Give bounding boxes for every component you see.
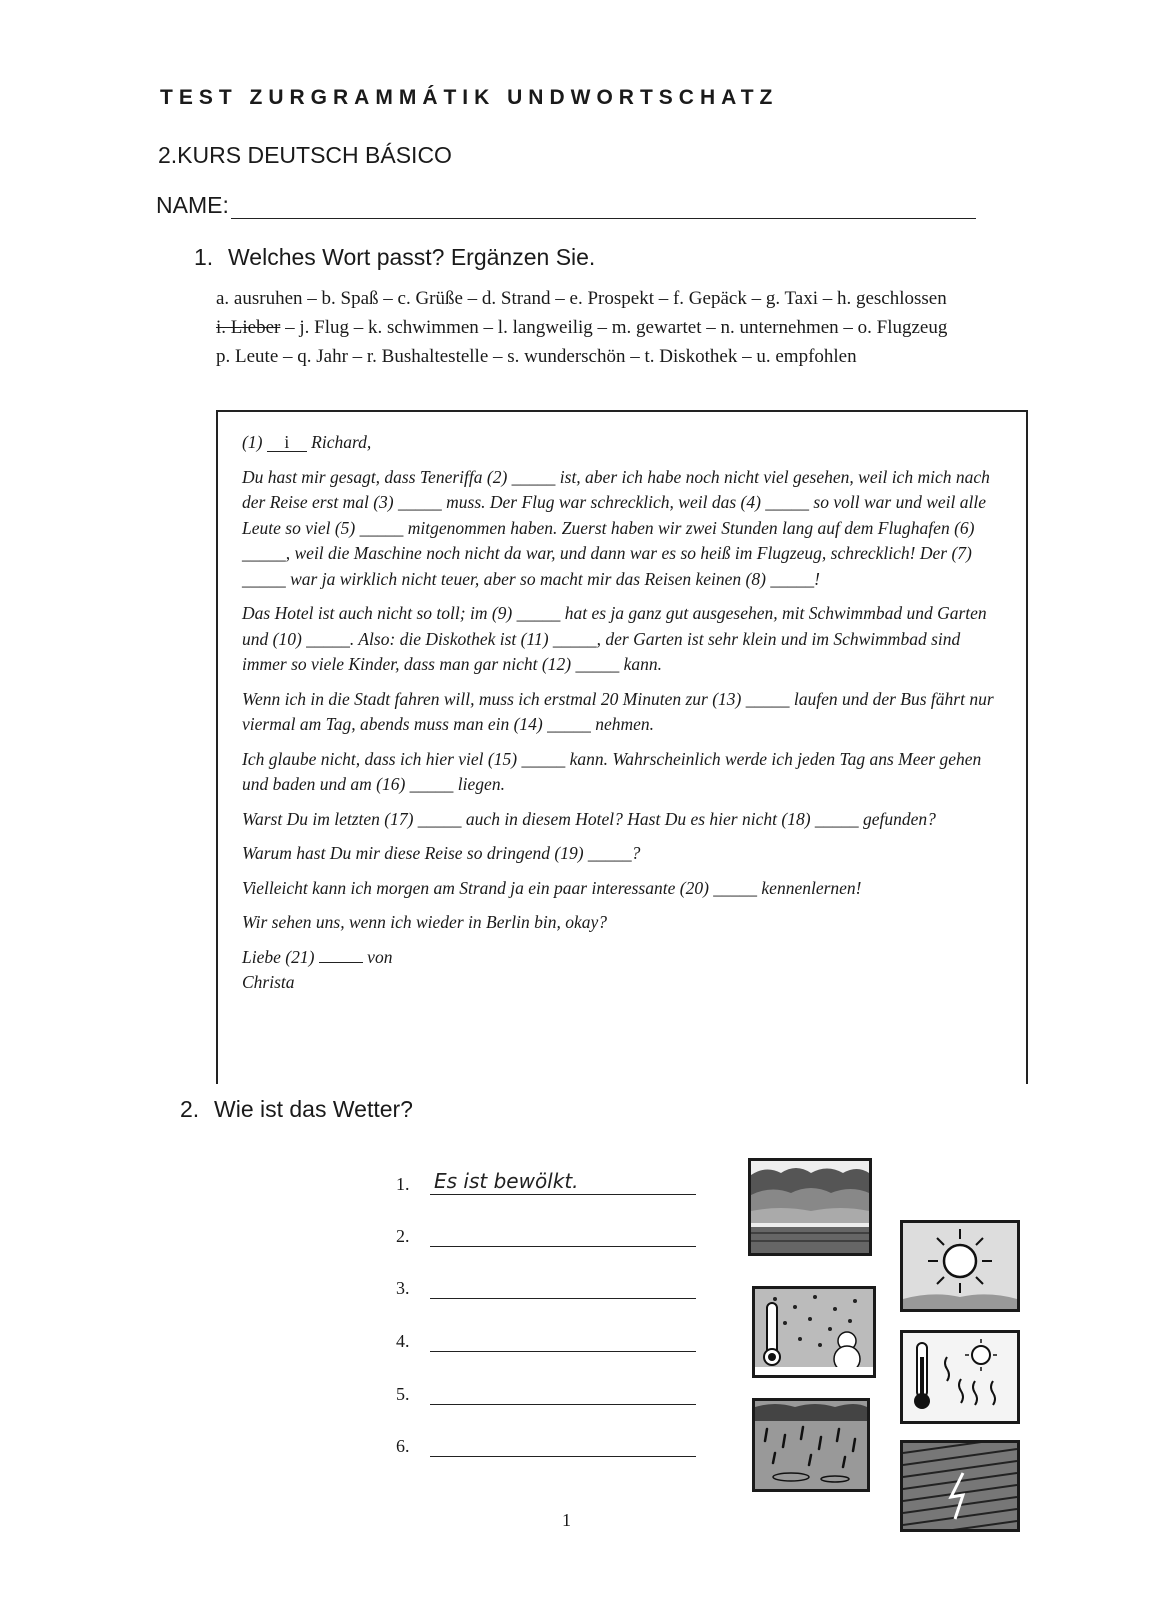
weather-answer-field-3[interactable] (430, 1272, 696, 1299)
weather-row-number: 4. (396, 1331, 410, 1351)
weather-row-number: 5. (396, 1384, 410, 1404)
blank-1[interactable]: i (267, 433, 307, 452)
weather-row-number: 1. (396, 1174, 410, 1194)
word-bank-line-2 (216, 313, 1086, 342)
letter-closing (242, 945, 1002, 971)
letter-paragraph-8: Wir sehen uns, wenn ich wieder in Berlin bin, okay? (242, 912, 608, 932)
weather-answer-1: Es ist bewölkt. (434, 1169, 579, 1193)
word-bank-struck-item: i. Lieber (216, 317, 281, 338)
cloudy-icon (748, 1158, 872, 1256)
word-bank-line-2-rest: – j. Flug – k. schwimmen – l. langweilig – m. gewartet – n. unternehmen – o. Flugzeug (280, 317, 948, 338)
letter-paragraph-3: Wenn ich in die Stadt fahren will, muss ich erstmal 20 Minuten zur (13) _____ laufen und der Bus fährt nur viermal am Tag, abends muss man ein (14) _____ nehmen. (242, 688, 994, 734)
weather-row-6 (396, 1430, 706, 1457)
letter-paragraph-5: Warst Du im letzten (17) _____ auch in diesem Hotel? Hast Du es hier nicht (18) _____ gefunden? (242, 808, 936, 829)
letter-paragraph-1: Du hast mir gesagt, dass Teneriffa (2) _____ ist, aber ich habe noch nicht viel gesehen, weil ich mich nach der Reise erst mal (3) _____ muss. Der Flug war schrecklich, weil das (4) _____ so voll war und weil alle Leute so viel (5) _____ mitgenommen haben. Zuerst haben wir zwei Stunden lang auf dem Flughafen (6) _____, weil die Maschine noch nicht da war, und dann war es so heiß im Flugzeug, schrecklich! Der (7) _____ war ja wirklich nicht teuer, aber so macht mir das Reisen keinen (8) _____! (242, 466, 990, 589)
word-bank-line-1: a. ausruhen – b. Spaß – c. Grüße – d. Strand – e. Prospekt – f. Gepäck – g. Taxi – h. geschlossen (216, 288, 947, 309)
weather-answer-field-6[interactable] (430, 1430, 696, 1457)
weather-row-number: 2. (396, 1226, 410, 1246)
weather-answer-field-2[interactable] (430, 1220, 696, 1247)
weather-row-3 (396, 1272, 706, 1299)
weather-row-4 (396, 1325, 706, 1352)
sunny-icon (900, 1220, 1020, 1312)
letter-greeting (242, 430, 1002, 456)
name-label: NAME: (156, 192, 229, 218)
course-subtitle: 2.KURS DEUTSCH BÁSICO (158, 142, 452, 168)
snow-cold-icon (752, 1286, 876, 1378)
task2-title: Wie ist das Wetter? (214, 1096, 413, 1122)
weather-row-5 (396, 1378, 706, 1405)
letter-text (242, 430, 1002, 996)
word-bank (216, 284, 1086, 371)
closing-prefix: Liebe (21) (242, 946, 315, 967)
storm-wind-icon (900, 1440, 1020, 1532)
page-number: 1 (562, 1510, 571, 1530)
task1-title: Welches Wort passt? Ergänzen Sie. (228, 244, 596, 270)
closing-suffix: von (367, 946, 393, 967)
weather-row-1 (396, 1168, 706, 1195)
word-bank-line-3: p. Leute – q. Jahr – r. Bushaltestelle – s. wunderschön – t. Diskothek – u. empfohlen (216, 346, 857, 367)
letter-signature: Christa (242, 972, 295, 992)
hot-icon (900, 1330, 1020, 1424)
weather-row-number: 6. (396, 1436, 410, 1456)
weather-row-2 (396, 1220, 706, 1247)
task2-heading (180, 1096, 413, 1123)
weather-row-number: 3. (396, 1278, 410, 1298)
name-field[interactable] (231, 190, 976, 219)
weather-answer-field-4[interactable] (430, 1325, 696, 1352)
letter-paragraph-6: Warum hast Du mir diese Reise so dringend (19) _____? (242, 843, 641, 863)
letter-paragraph-4: Ich glaube nicht, dass ich hier viel (15) _____ kann. Wahrscheinlich werde ich jeden Tag ans Meer gehen und baden und am (16) _____ liegen. (242, 748, 982, 794)
task2-number: 2. (180, 1096, 200, 1122)
test-title: TEST ZURGRAMMÁTIK UNDWORTSCHATZ (160, 86, 779, 109)
letter-paragraph-7: Vielleicht kann ich morgen am Strand ja ein paar interessante (20) _____ kennenlernen! (242, 877, 862, 898)
task1-number: 1. (194, 244, 214, 270)
weather-answer-field-5[interactable] (430, 1378, 696, 1405)
greeting-number: (1) (242, 432, 263, 452)
greeting-name: Richard, (311, 432, 372, 452)
task1-heading (194, 244, 595, 271)
letter-paragraph-2: Das Hotel ist auch nicht so toll; im (9) _____ hat es ja ganz gut ausgesehen, mit Schwimmbad und Garten und (10) _____. Also: die Diskothek ist (11) _____, der Garten ist sehr klein und im Schwimmbad sind immer so viele Kinder, dass man gar nicht (12) _____ kann. (242, 603, 987, 674)
blank-21[interactable] (319, 962, 363, 963)
rain-icon (752, 1398, 870, 1492)
name-row (156, 190, 976, 219)
weather-answer-field-1[interactable] (430, 1168, 696, 1195)
